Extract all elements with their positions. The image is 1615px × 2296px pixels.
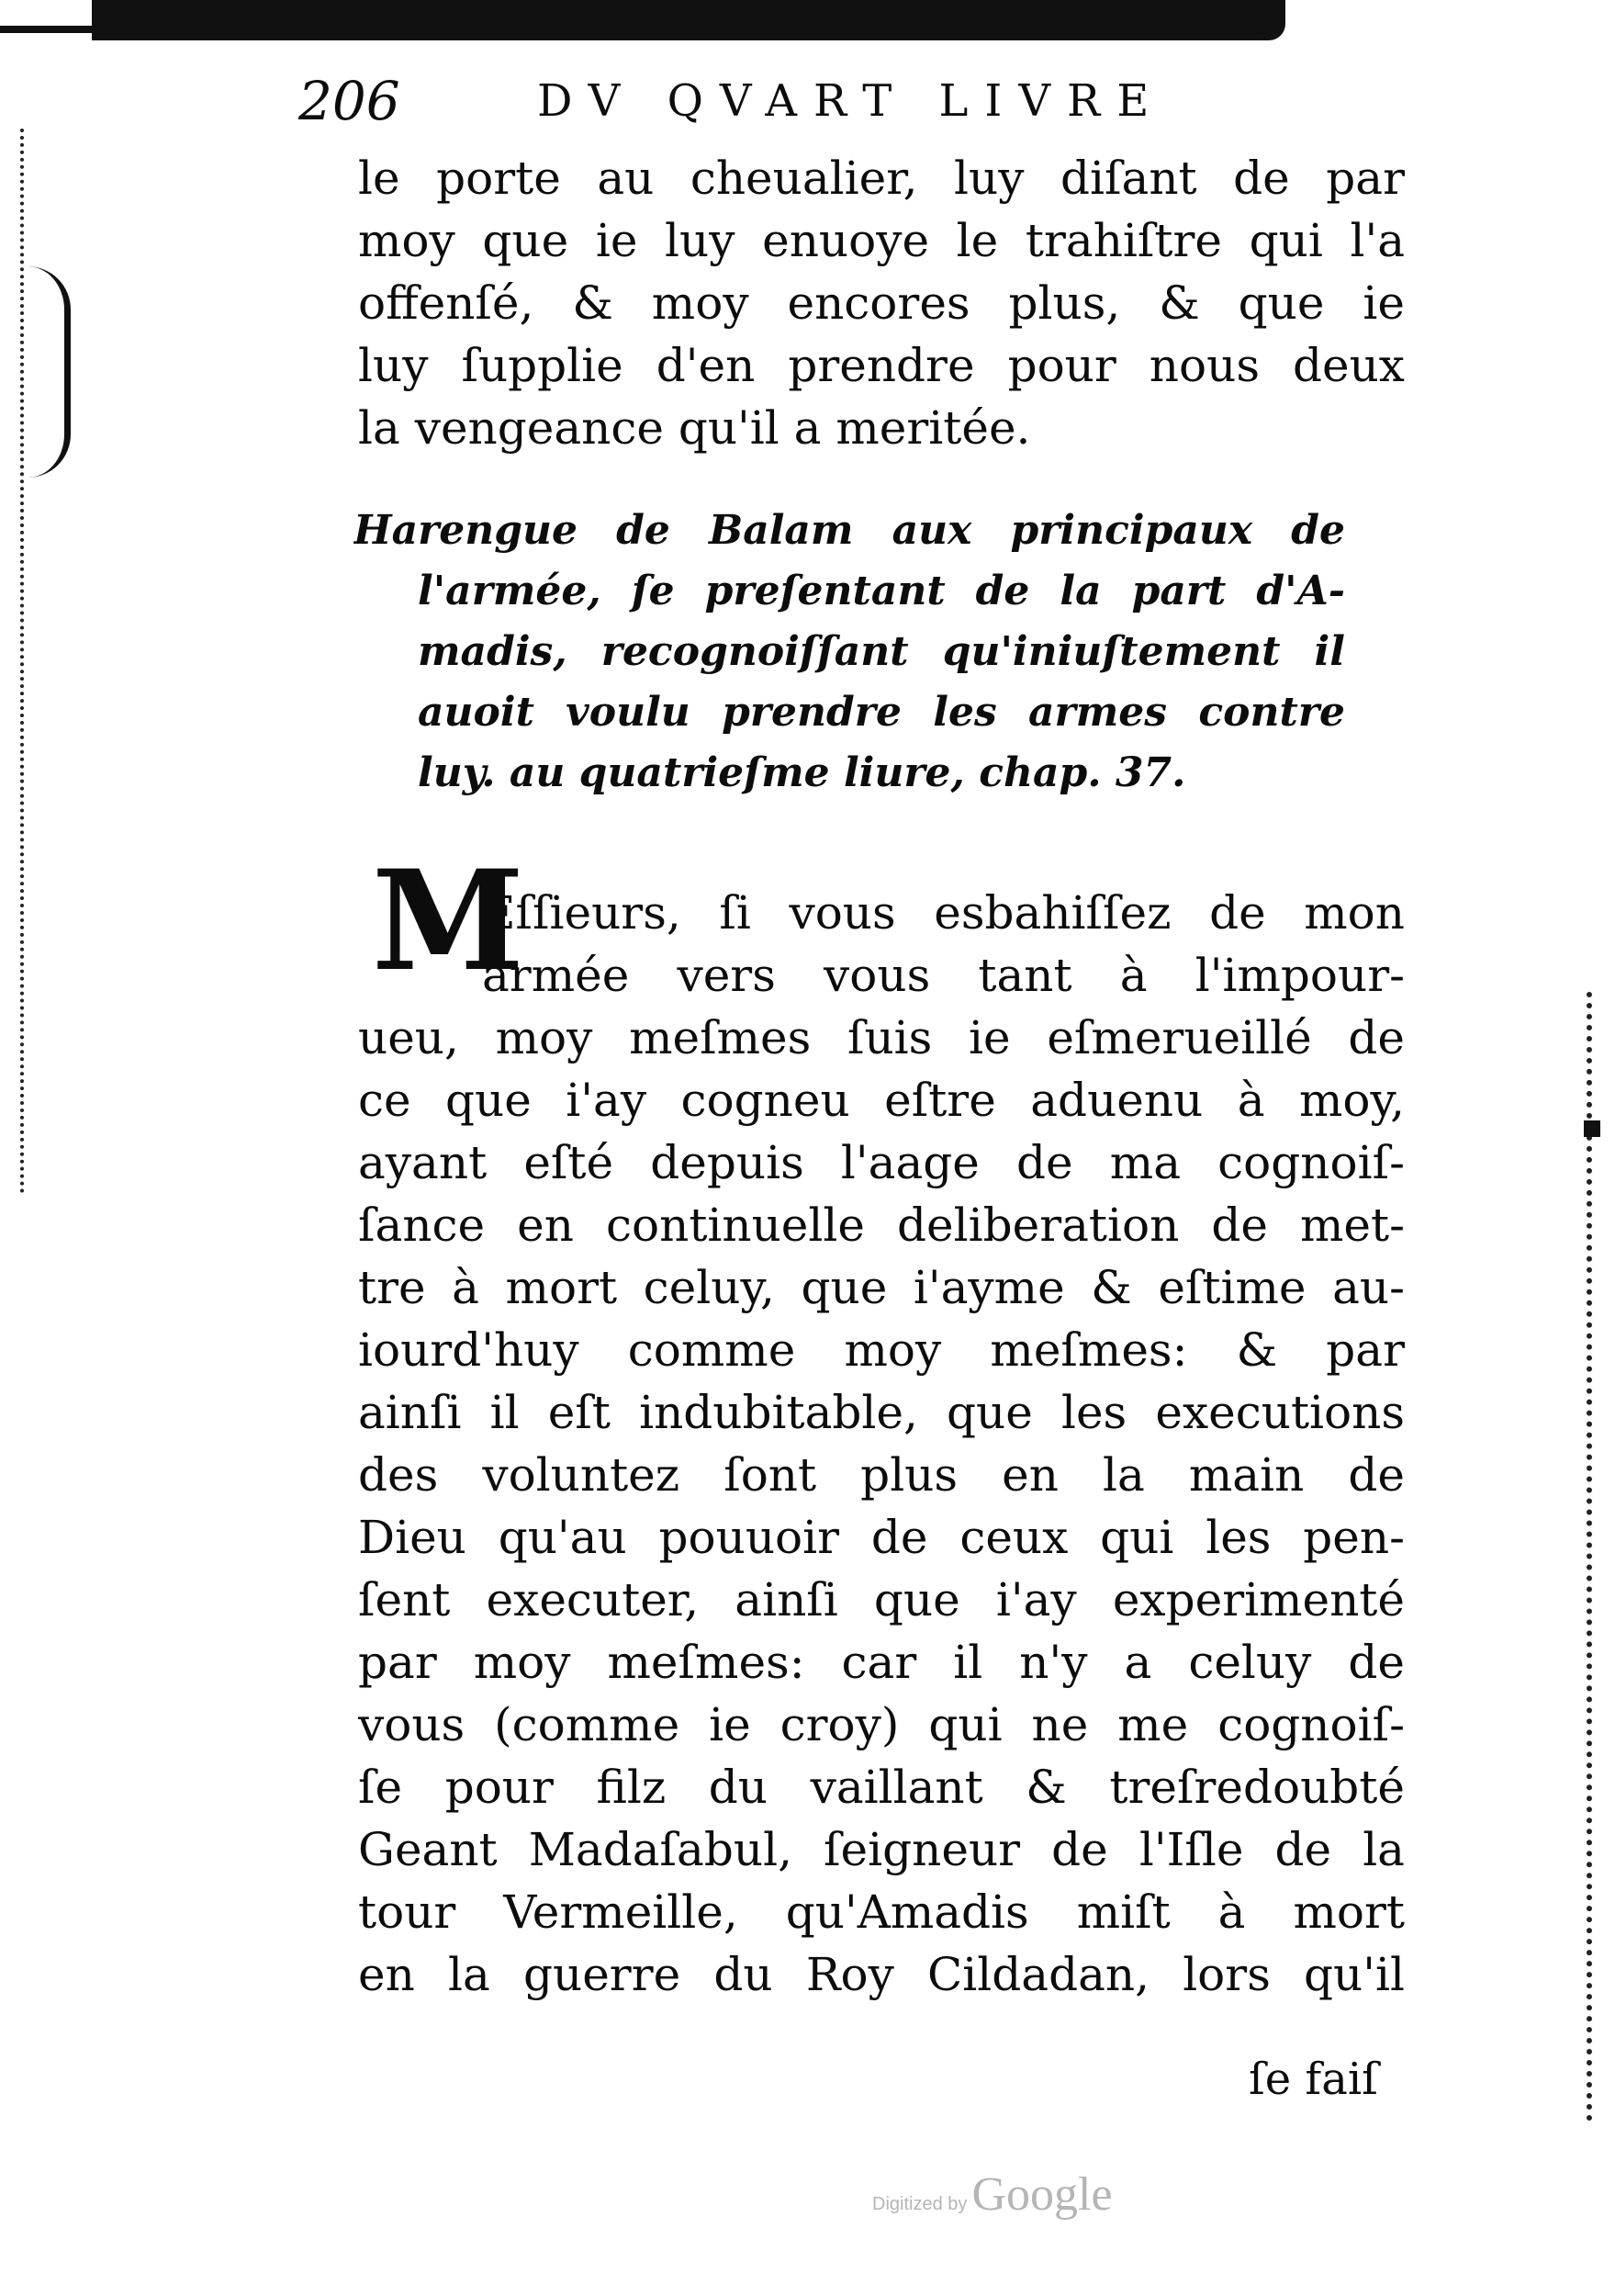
text-line: le porte au cheualier, luy diſant de par — [358, 152, 1405, 205]
text-line: vous (comme ie croy) qui ne me cognoiſ- — [358, 1698, 1405, 1751]
text-line: en la guerre du Roy Cildadan, lors qu'il — [358, 1948, 1405, 2001]
summary-line: Harengue de Balam aux principaux de — [353, 507, 1345, 554]
text-line: offenſé, & moy encores plus, & que ie — [358, 276, 1405, 330]
text-line: ſe pour filz du vaillant & treſredoubté — [358, 1761, 1405, 1814]
text-line: Eſſieurs, ſi vous esbahiſſez de mon — [482, 886, 1405, 940]
scan-speck — [1584, 1120, 1600, 1137]
scan-border-top — [92, 0, 1285, 40]
text-line: ayant eſté depuis l'aage de ma cognoiſ- — [358, 1136, 1405, 1189]
text-line: ce que i'ay cogneu eſtre aduenu à moy, — [358, 1074, 1405, 1127]
text-line: Geant Madaſabul, ſeigneur de l'Iſle de la — [358, 1823, 1405, 1876]
text-line: tour Vermeille, qu'Amadis miſt à mort — [358, 1885, 1405, 1939]
watermark-prefix: Digitized by — [872, 2194, 968, 2214]
text-line: tre à mort celuy, que i'ayme & eſtime au- — [358, 1261, 1405, 1314]
text-line: armée vers vous tant à l'impour- — [482, 949, 1405, 1002]
scan-edge-right — [1587, 992, 1601, 2122]
running-header — [298, 69, 1272, 133]
summary-line: auoit voulu prendre les armes contre — [418, 689, 1345, 736]
text-line: moy que ie luy enuoye le trahiſtre qui l'a — [358, 214, 1405, 267]
running-title: DV QVART LIVRE — [537, 75, 1166, 127]
speech-paragraph — [358, 882, 1405, 2006]
summary-line: l'armée, ſe preſentant de la part d'A- — [418, 568, 1345, 614]
chapter-summary — [353, 501, 1345, 804]
text-line: Dieu qu'au pouuoir de ceux qui les pen- — [358, 1511, 1405, 1564]
summary-line: madis, recognoiſſant qu'iniuſtement il — [418, 628, 1345, 675]
text-line: iourd'huy comme moy meſmes: & par — [358, 1323, 1405, 1377]
scan-border-top-left — [0, 26, 101, 33]
text-line: luy ſupplie d'en prendre pour nous deux — [358, 339, 1405, 392]
paragraph-continuation — [358, 147, 1405, 459]
digitization-watermark — [872, 2167, 1113, 2223]
scan-binding-shadow — [28, 266, 71, 478]
text-line: ſance en continuelle deliberation de met- — [358, 1199, 1405, 1252]
text-line: la vengeance qu'il a meritée. — [358, 401, 1031, 455]
catchword: ſe faiſ — [1249, 2054, 1378, 2105]
text-line: ainſi il eſt indubitable, que les executions — [358, 1386, 1405, 1439]
drop-capital: M — [372, 840, 525, 1002]
google-logo-text: Google — [971, 2168, 1113, 2221]
page-number: 206 — [298, 70, 400, 132]
summary-line: luy. au quatrieſme liure, chap. 37. — [418, 749, 1186, 796]
text-line: ſent executer, ainſi que i'ay experimenté — [358, 1573, 1405, 1626]
text-line: des voluntez ſont plus en la main de — [358, 1448, 1405, 1502]
scan-edge-left — [0, 129, 24, 1194]
text-line: ueu, moy meſmes ſuis ie eſmerueillé de — [358, 1011, 1405, 1064]
text-line: par moy meſmes: car il n'y a celuy de — [358, 1636, 1405, 1689]
